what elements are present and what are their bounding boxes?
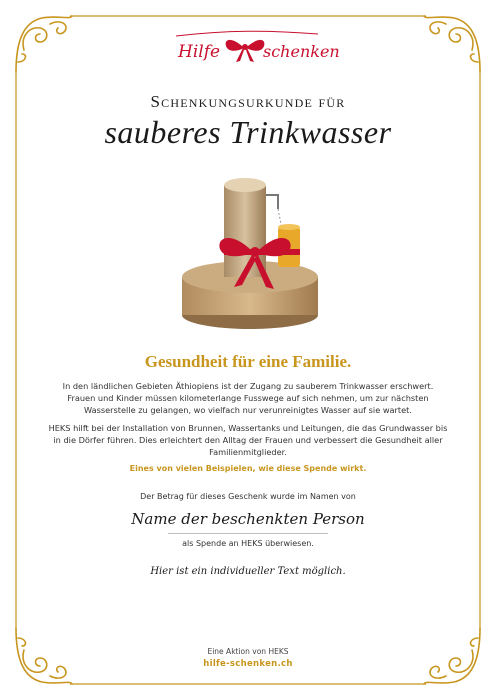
svg-text:schenken: schenken <box>263 42 340 61</box>
custom-message: Hier ist ein individueller Text möglich. <box>150 566 346 577</box>
title-prefix: Schenkungsurkunde für <box>150 92 346 111</box>
donation-statement: Der Betrag für dieses Geschenk wurde im Namen von <box>140 492 356 501</box>
logo-hilfe-schenken <box>0 30 496 70</box>
footer-aktion: Eine Aktion von HEKS <box>207 647 289 656</box>
page-title: sauberes Trinkwasser <box>104 114 392 150</box>
water-tank-illustration <box>170 165 330 340</box>
body-paragraph-1: In den ländlichen Gebieten Äthiopiens ist der Zugang zu sauberem Trinkwasser erschwert. Frauen und Kinder müssen kilometerlange Fusswege auf sich nehmen, um zur nächsten Wasserstelle zu gelangen, wo vielfach nur verunreinigtes Wasser auf sie wartet. <box>62 381 434 415</box>
signature-line <box>168 533 328 534</box>
donation-confirmation: als Spende an HEKS überwiesen. <box>182 539 314 548</box>
svg-text:Hilfe: Hilfe <box>178 42 221 62</box>
certificate-frame <box>10 10 486 690</box>
recipient-name-field: Name der beschenkten Person <box>131 510 365 528</box>
footer-url: hilfe-schenken.ch <box>203 659 293 669</box>
ribbon-bow-icon <box>226 40 265 62</box>
subheading: Gesundheit für eine Familie. <box>144 352 352 371</box>
example-note: Eines von vielen Beispielen, wie diese Spende wirkt. <box>129 464 367 473</box>
body-paragraph-2: HEKS hilft bei der Installation von Brunnen, Wassertanks und Leitungen, die das Grundwasser bis in die Dörfer führen. Dies erleichtert den Alltag der Frauen und verbessert die Gesundheit aller Familienmitglieder. <box>48 423 448 457</box>
